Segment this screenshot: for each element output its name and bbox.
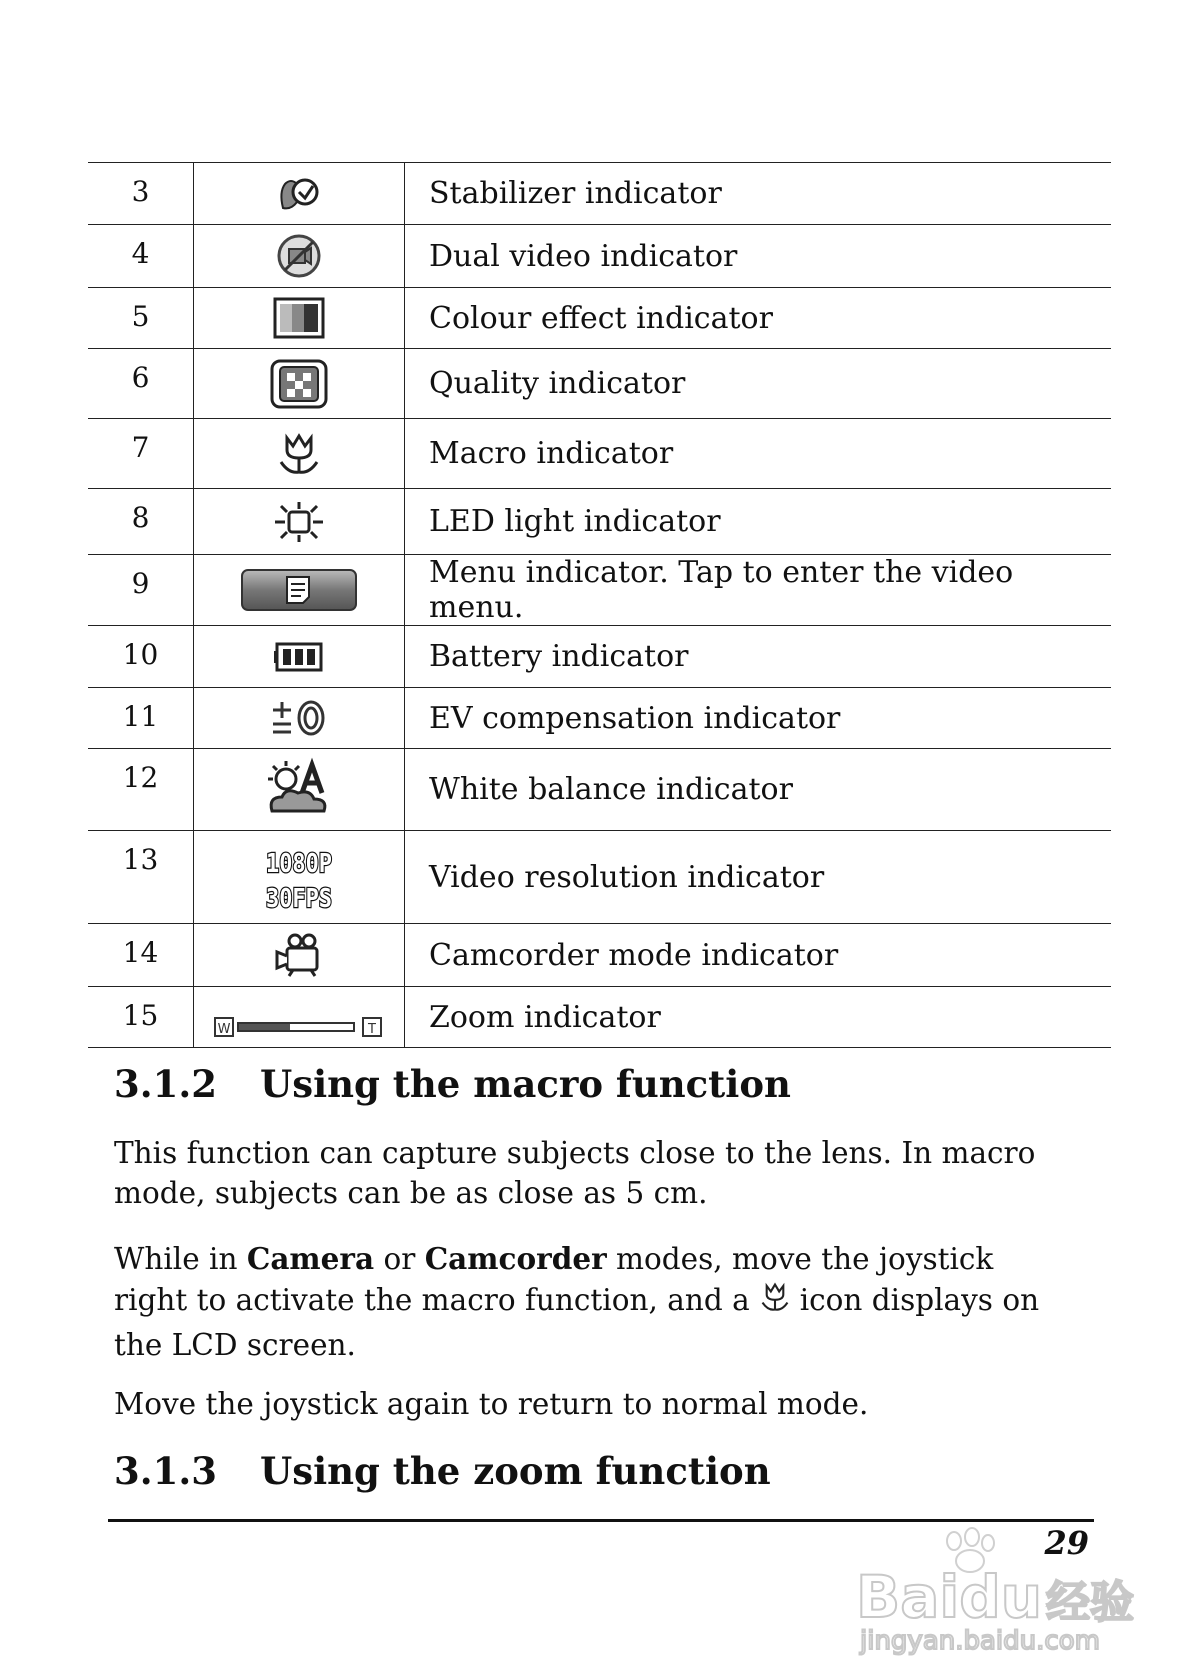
camcorder-mode-icon <box>194 924 405 987</box>
row-number: 10 <box>88 626 194 688</box>
stabilizer-icon <box>194 163 405 225</box>
section-heading-macro <box>114 1062 791 1106</box>
table-row <box>88 419 1111 489</box>
camera-mode-term: Camera <box>246 1241 375 1276</box>
row-description: Zoom indicator <box>405 987 1112 1048</box>
quality-icon <box>194 349 405 419</box>
row-number: 6 <box>88 349 194 419</box>
colour-effect-icon <box>194 288 405 349</box>
watermark-brand: Baidu <box>856 1563 1043 1631</box>
watermark-url: jingyan.baidu.com <box>860 1626 1100 1656</box>
row-description: Macro indicator <box>405 419 1112 489</box>
table-row <box>88 831 1111 924</box>
table-row <box>88 987 1111 1048</box>
macro-paragraph-3: Move the joystick again to return to normal mode. <box>114 1387 869 1421</box>
text-span: While in <box>114 1242 247 1276</box>
row-number: 14 <box>88 924 194 987</box>
section-title: Using the macro function <box>260 1062 791 1106</box>
zoom-tele-label: T <box>368 1022 376 1037</box>
watermark-cn: 经验 <box>1046 1577 1134 1628</box>
row-number: 5 <box>88 288 194 349</box>
row-description: Video resolution indicator <box>405 831 1112 924</box>
row-number: 15 <box>88 987 194 1048</box>
indicator-table <box>88 162 1111 1048</box>
table-row <box>88 688 1111 749</box>
table-row <box>88 349 1111 419</box>
row-description: White balance indicator <box>405 749 1112 831</box>
row-number: 7 <box>88 419 194 489</box>
battery-icon <box>194 626 405 688</box>
white-balance-icon <box>194 749 405 831</box>
led-light-icon <box>194 489 405 555</box>
row-description: Colour effect indicator <box>405 288 1112 349</box>
row-number: 9 <box>88 555 194 626</box>
row-description: Camcorder mode indicator <box>405 924 1112 987</box>
dual-video-icon <box>194 225 405 288</box>
video-resolution-icon <box>194 831 405 924</box>
page-number: 29 <box>1044 1524 1089 1562</box>
macro-paragraph-1: This function can capture subjects close to the lens. In macro mode, subjects can be as close as 5 cm. <box>114 1136 1036 1210</box>
zoom-icon <box>194 987 405 1048</box>
section-heading-zoom <box>114 1449 771 1493</box>
table-row <box>88 288 1111 349</box>
ev-compensation-icon <box>194 688 405 749</box>
table-row <box>88 626 1111 688</box>
table-row <box>88 924 1111 987</box>
table-row <box>88 749 1111 831</box>
row-number: 11 <box>88 688 194 749</box>
menu-icon <box>194 555 405 626</box>
row-description: Battery indicator <box>405 626 1112 688</box>
table-row <box>88 225 1111 288</box>
row-number: 12 <box>88 749 194 831</box>
zoom-wide-label: W <box>217 1022 231 1037</box>
text-span: modes, move the joystick right to activate the macro function, and a <box>114 1242 994 1317</box>
section-title: Using the zoom function <box>260 1449 771 1493</box>
row-description: Dual video indicator <box>405 225 1112 288</box>
baidu-watermark <box>850 1525 1140 1655</box>
zoom-level-fill <box>239 1024 290 1030</box>
framerate-label: 30FPS <box>266 884 332 914</box>
camcorder-mode-term: Camcorder <box>424 1241 607 1276</box>
row-description: Menu indicator. Tap to enter the video menu. <box>405 555 1112 626</box>
row-number: 8 <box>88 489 194 555</box>
table-row <box>88 163 1111 225</box>
section-number: 3.1.2 <box>114 1062 217 1106</box>
row-description: Quality indicator <box>405 349 1112 419</box>
table-row <box>88 555 1111 626</box>
row-number: 3 <box>88 163 194 225</box>
row-description: LED light indicator <box>405 489 1112 555</box>
table-row <box>88 489 1111 555</box>
row-description: Stabilizer indicator <box>405 163 1112 225</box>
section-number: 3.1.3 <box>114 1449 217 1493</box>
footer-rule <box>108 1519 1094 1522</box>
text-span: or <box>374 1242 425 1276</box>
macro-icon <box>758 1279 792 1325</box>
row-description: EV compensation indicator <box>405 688 1112 749</box>
text-span: icon displays on the LCD screen. <box>114 1283 1040 1362</box>
row-number: 4 <box>88 225 194 288</box>
row-number: 13 <box>88 831 194 924</box>
macro-paragraph-2 <box>114 1239 1074 1365</box>
resolution-label: 1080P <box>266 849 332 879</box>
macro-icon <box>194 419 405 489</box>
